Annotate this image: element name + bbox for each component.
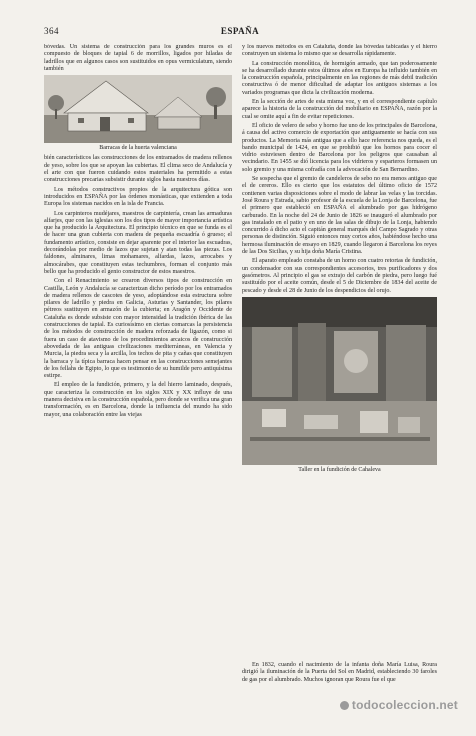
- left-paragraph: Los carpinteros mudéjares, maestros de carpintería, crean las armaduras alfarjes, que con las iglesias son los dos tipos de mayor importancia artística que ha producido la Arquitectura. El principio técnico en que se funda es el de hacer una gran cubierta con madera de pequeña escuadría ó grueso; el fundamento artístico, consiste en dejar aparente por el interior las escuadras, decorándolas por medio de lazos que sujetan y atan todas las piezas. Los faldones, alminares, limas mohamares, alfardas, lazos, arrocabes y almocárabes, que constituyen estas techumbres, forman el conjunto más bello que ha producido el genio constructor de estos maestros.: [44, 210, 232, 275]
- bottom-paragraph: En 1832, cuando el nacimiento de la infanta doña María Luisa, Roura dirigió la iluminación de la Puerta del Sol en Madrid, estableciendo 30 faroles de gas por el alumbrado. Muchos ignoran que Roura fue el que: [242, 662, 437, 683]
- left-intro-paragraph: bóvedas. Un sistema de construcción para los grandes muros es el compuesto de bloques de tapial 6 de morrillos, ligados por hiladas de ladrillos que en algunos casos son sustituidos en opus vermiculatum, siendo también: [44, 44, 232, 72]
- bottom-right-text: [242, 662, 437, 684]
- left-paragraph: bién característicos las construcciones de los entramados de madera rellenos de yeso, sobre los que se apoyan las cubiertas. El clima seco de Andalucía y el arte con que fueron cuidando estos materiales ha permitido a estas construcciones precarias subsistir durante siglos hasta nuestros días.: [44, 155, 232, 184]
- page-header: [44, 26, 436, 40]
- barracas-photo: [44, 75, 232, 143]
- taller-caption: Taller en la fundición de Cahaleva: [298, 466, 381, 473]
- barracas-illustration: [44, 75, 232, 143]
- right-paragraph: y los nuevos métodos es en Cataluña, donde las bóvedas tabicadas y el hierro construyen un sistema lo mismo que se desarrolla rápidamente.: [242, 44, 437, 58]
- foundry-workshop-illustration: [242, 297, 437, 465]
- taller-photo: [242, 297, 437, 465]
- page-number: 364: [44, 26, 59, 36]
- left-paragraph: Los métodos constructivos propios de la arquitectura gótica son introducidos en ESPAÑA por las órdenes monásticas, que extienden a toda Europa los sistemas nacidos en la isla de Francia.: [44, 186, 232, 208]
- watermark-icon: [340, 701, 349, 710]
- watermark-text: todocoleccion.net: [351, 698, 458, 712]
- page-title: ESPAÑA: [220, 26, 260, 36]
- taller-figure: [242, 297, 437, 474]
- right-paragraph: En la sección de artes de esta misma voz, y en el correspondiente capítulo aparece la historia de la construcción del mobiliario en ESPAÑA, razón por la cual se omite aquí a fin de evitar repeticiones.: [242, 99, 437, 120]
- right-paragraph: La construcción monolítica, de hormigón armado, que tan poderosamente se ha desarrollado durante estos últimos años en Europa ha influido también en la construcción española, principalmente en las regiones de más debil tradición constructiva ó de menor dificultad de adaptar los antiguos sistemas a los variados programas que dicta la civilización moderna.: [242, 60, 437, 96]
- right-column: [242, 44, 437, 644]
- watermark: [340, 698, 458, 712]
- left-column: [44, 44, 232, 662]
- right-paragraph: Se sospecha que el gremio de candeleros de sebo no era menos antiguo que el de cereros. Ello es cierto que los estatutos del último oficio de 1572 contienen varias disposiciones sobre el modo de labrar las velas y las torcidas. José Roura y Estrada, sabio profesor de la escuela de la Lonja de Barcelona, fue el primero que estableció en ESPAÑA el alumbrado por gas hidrógeno carburado. En la noche del 24 de Junio de 1826 se inauguró el alumbrado por gas instalado en el patio y en uno de las salas de dibujo de la Lonja, habiendo concurrido á dicho acto el capitán general marqués del Campo Sagrado y otras personas de distinción. Siguió entonces muy cortos años, habiéndose hecho una hermosa iluminación de ensayo en 1829, cuando llegaron á Barcelona los reyes de las Dos Sicilias, y su hija doña María Cristina.: [242, 176, 437, 256]
- right-paragraph: El aparato empleado constaba de un horno con cuatro retortas de fundición, un condensador con sus correspondientes accesorios, tres purificadores y dos gasómetros. Al principio el gas se extrajo del carbón de piedra, pero luego fué sustituído por el aceite común, desde el 5 de Diciembre de 1834 del aceite de pescado y desde el 28 de Junio de los despendicios del orujo.: [242, 258, 437, 294]
- left-paragraph: El empleo de la fundición, primero, y la del hierro laminado, después, que caracteriza la construcción en los siglos XIX y XX influye de una manera decisiva en la construcción española, pero donde se verifica una gran transformación, es en Barcelona, donde la influencia del mundo ha sido mayor, una colaboración entre las viejas: [44, 382, 232, 418]
- right-paragraph: El oficio de velero de sebo y horno fue uno de los principales de Barcelona, á causa del activo comercio de exportación que antiguamente se hacía con sus productos. La Memoria más antigua que a ello hace referencia nos queda, es el bando municipal de 1424, en que se prohibió que los hornos para cocer el vidrio estuviesen dentro de Barcelona por los peligros que causaban al vecindario. En 1455 se dió licencia para los vidrieros y esparteros formasen un solo gremio y una misma cofradía con la advocación de San Bernardino.: [242, 122, 437, 173]
- barracas-figure: [44, 75, 232, 152]
- left-paragraph: Con el Renacimiento se crearon diversos tipos de construcción en Castilla, León y Andalucía se caracterizan dicho período por los entramados de madera rellenos de cascotes de yeso, adoptándose esta estructura sobre pilares de ladrillo y piedra en Galicia, Asturias y Santander, los pilares pétreos sustituyen en armazón de la cubierta; en Aragón y Occidente de Cataluña es donde subsiste con mayor intensidad la tradición ibérica de las construcciones de tapial. Es curiosísimo en ciertas comarcas la persistencia de los métodos de construcción de madera reforzada de ligazón, como si fuera un caso de atavismo de los procedimientos arcaicos de construcción abovedada de las antiguas civilizaciones mediterráneas, en Valencia y Murcia, la piedra seca y la arcilla, los techos de pita y cañas que constituyen la barraca y la típica barraca hacen pensar en las construcciones semejantes de los fellahs de Egipto, lo que es testimonio de su humilde pero antiquísima estirpe.: [44, 278, 232, 380]
- barracas-caption: Barracas de la huerta valenciana: [99, 145, 177, 152]
